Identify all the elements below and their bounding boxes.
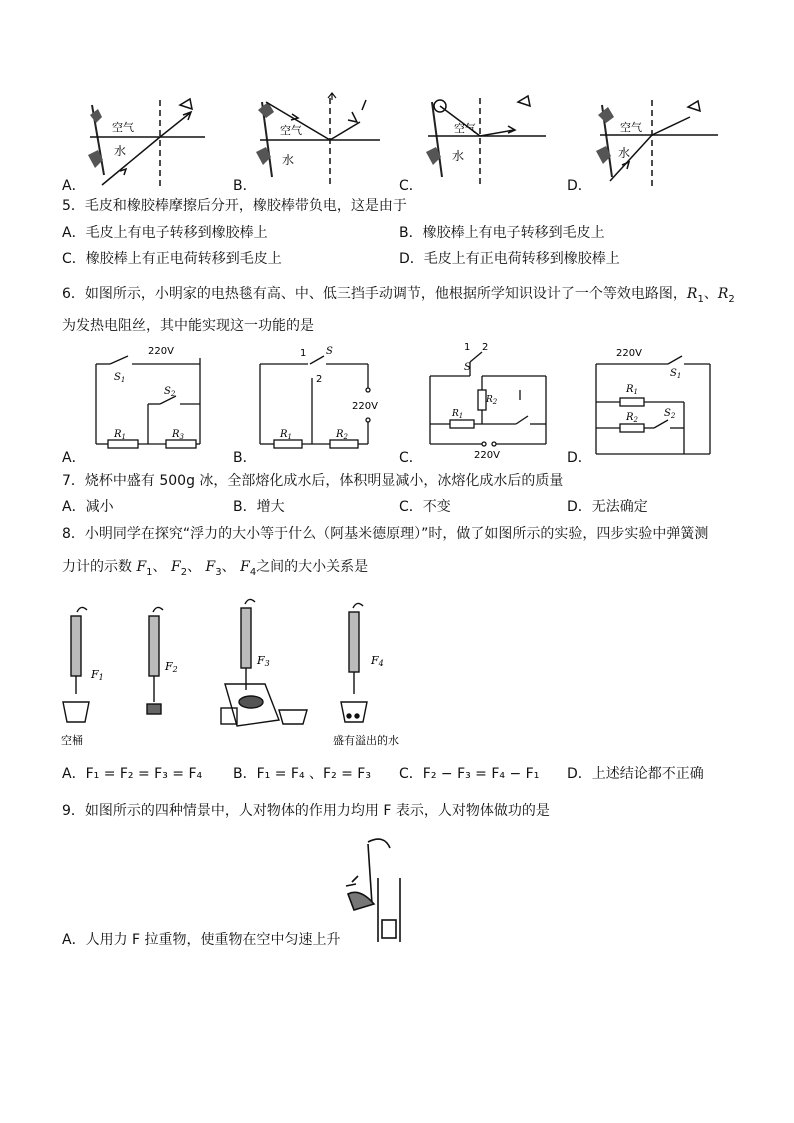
q4-figure-c: [418, 92, 548, 190]
q6-stem-line1: 6．如图所示，小明家的电热毯有高、中、低三挡手动调节，他根据所学知识设计了一个等效电路图，$R_1$、$R_2$: [62, 286, 735, 305]
svg-text:F1: F1: [91, 668, 104, 682]
q8-spring-scale-figure: [55, 598, 405, 750]
q7-option-a[interactable]: A．减小: [62, 499, 114, 515]
q4-option-a-label[interactable]: A．: [62, 178, 86, 194]
refraction-diagram-d: [590, 95, 720, 190]
svg-text:盛有溢出的水: 盛有溢出的水: [333, 734, 399, 747]
svg-text:R1: $R_1$: [626, 384, 638, 396]
q6-circuit-a: [88, 344, 218, 459]
q9-figure-a: [338, 834, 408, 946]
svg-text:S2: $S_2$: [664, 408, 676, 420]
q8-stem-line1: 8．小明同学在探究“浮力的大小等于什么（阿基米德原理）”时，做了如图所示的实验，四步实验中弹簧测: [62, 526, 709, 542]
q8-option-d[interactable]: D．上述结论都不正确: [567, 766, 704, 782]
refraction-diagram-c: [418, 92, 548, 190]
svg-text:空气: 空气: [454, 122, 476, 135]
svg-text:空气: 空气: [280, 124, 302, 137]
q4-option-b-label[interactable]: B．: [233, 178, 257, 194]
q6-stem-line2: 为发热电阻丝，其中能实现这一功能的是: [62, 318, 314, 334]
svg-text:S1: $S_1$: [670, 368, 682, 380]
svg-text:1: 1: [300, 348, 307, 359]
q6-circuit-c: [424, 340, 552, 462]
q5-option-d[interactable]: D．毛皮上有正电荷转移到橡胶棒上: [399, 251, 620, 267]
svg-text:空气: 空气: [112, 121, 134, 134]
svg-text:F2: F2: [165, 660, 178, 674]
spring-scale-diagram: [55, 598, 405, 750]
svg-text:水: 水: [452, 149, 465, 163]
q5-stem: 5．毛皮和橡胶棒摩擦后分开，橡胶棒带负电，这是由于: [62, 198, 407, 214]
refraction-diagram-a: [80, 95, 210, 190]
svg-text:2: 2: [316, 374, 323, 385]
q8-stem-line2: 力计的示数 $F_1$、 $F_2$、 $F_3$、 $F_4$之间的大小关系是: [62, 559, 369, 578]
circuit-diagram-c: [424, 340, 552, 462]
svg-text:220V: 220V: [616, 348, 642, 359]
q6-option-b-label[interactable]: B．: [233, 450, 257, 466]
svg-text:空桶: 空桶: [61, 734, 83, 747]
svg-text:R2: $R_2$: [486, 395, 498, 406]
svg-text:R1: $R_1$: [114, 429, 126, 441]
svg-text:R1: $R_1$: [452, 409, 464, 420]
circuit-diagram-b: [252, 344, 382, 459]
q8-option-c[interactable]: C．F₂ − F₃ = F₄ − F₁: [399, 766, 540, 782]
svg-text:220V: 220V: [352, 401, 378, 412]
circuit-diagram-d: [590, 342, 720, 460]
q8-option-a[interactable]: A．F₁ = F₂ = F₃ = F₄: [62, 766, 203, 782]
q4-option-d-label[interactable]: D．: [567, 178, 592, 194]
q6-option-a-label[interactable]: A．: [62, 450, 86, 466]
q6-circuit-d: [590, 342, 720, 460]
q7-option-c[interactable]: C．不变: [399, 499, 451, 515]
lifting-weight-diagram: [338, 834, 408, 946]
q4-figure-a: [80, 95, 210, 190]
q4-figure-b: [252, 92, 382, 190]
q7-option-b[interactable]: B．增大: [233, 499, 285, 515]
q7-stem: 7．烧杯中盛有 500g 冰，全部熔化成水后，体积明显减小，冰熔化成水后的质量: [62, 473, 564, 489]
svg-text:S2: $S_2$: [164, 386, 176, 398]
refraction-diagram-b: [252, 92, 382, 190]
q6-option-c-label[interactable]: C．: [399, 450, 423, 466]
svg-text:220V: 220V: [148, 346, 174, 357]
svg-text:1: 1: [464, 342, 471, 353]
q6-option-d-label[interactable]: D．: [567, 450, 592, 466]
svg-text:2: 2: [482, 342, 489, 353]
svg-text:F4: F4: [371, 654, 384, 668]
svg-text:空气: 空气: [620, 121, 642, 134]
svg-text:R2: $R_2$: [336, 429, 348, 441]
svg-text:R1: $R_1$: [280, 429, 292, 441]
circuit-diagram-a: [88, 344, 218, 459]
q9-stem: 9．如图所示的四种情景中，人对物体的作用力均用 F 表示，人对物体做功的是: [62, 803, 550, 819]
q4-option-c-label[interactable]: C．: [399, 178, 423, 194]
q7-option-d[interactable]: D．无法确定: [567, 499, 648, 515]
svg-text:S: S: [464, 362, 471, 373]
svg-text:S1: $S_1$: [114, 372, 126, 384]
svg-text:R3: $R_3$: [172, 429, 184, 441]
svg-text:F3: F3: [257, 654, 270, 668]
q8-option-b[interactable]: B．F₁ = F₄ 、F₂ = F₃: [233, 766, 371, 782]
q4-figure-d: [590, 95, 720, 190]
q9-option-a[interactable]: A．人用力 F 拉重物，使重物在空中匀速上升: [62, 932, 341, 948]
q5-option-a[interactable]: A．毛皮上有电子转移到橡胶棒上: [62, 225, 268, 241]
q6-circuit-b: [252, 344, 382, 459]
svg-text:R2: $R_2$: [626, 412, 638, 424]
q5-option-b[interactable]: B．橡胶棒上有电子转移到毛皮上: [399, 225, 605, 241]
svg-text:水: 水: [114, 144, 127, 158]
svg-text:水: 水: [618, 146, 631, 160]
svg-text:S: S: [326, 346, 333, 357]
svg-text:220V: 220V: [474, 450, 500, 461]
q5-option-c[interactable]: C．橡胶棒上有正电荷转移到毛皮上: [62, 251, 282, 267]
svg-text:水: 水: [282, 153, 295, 167]
